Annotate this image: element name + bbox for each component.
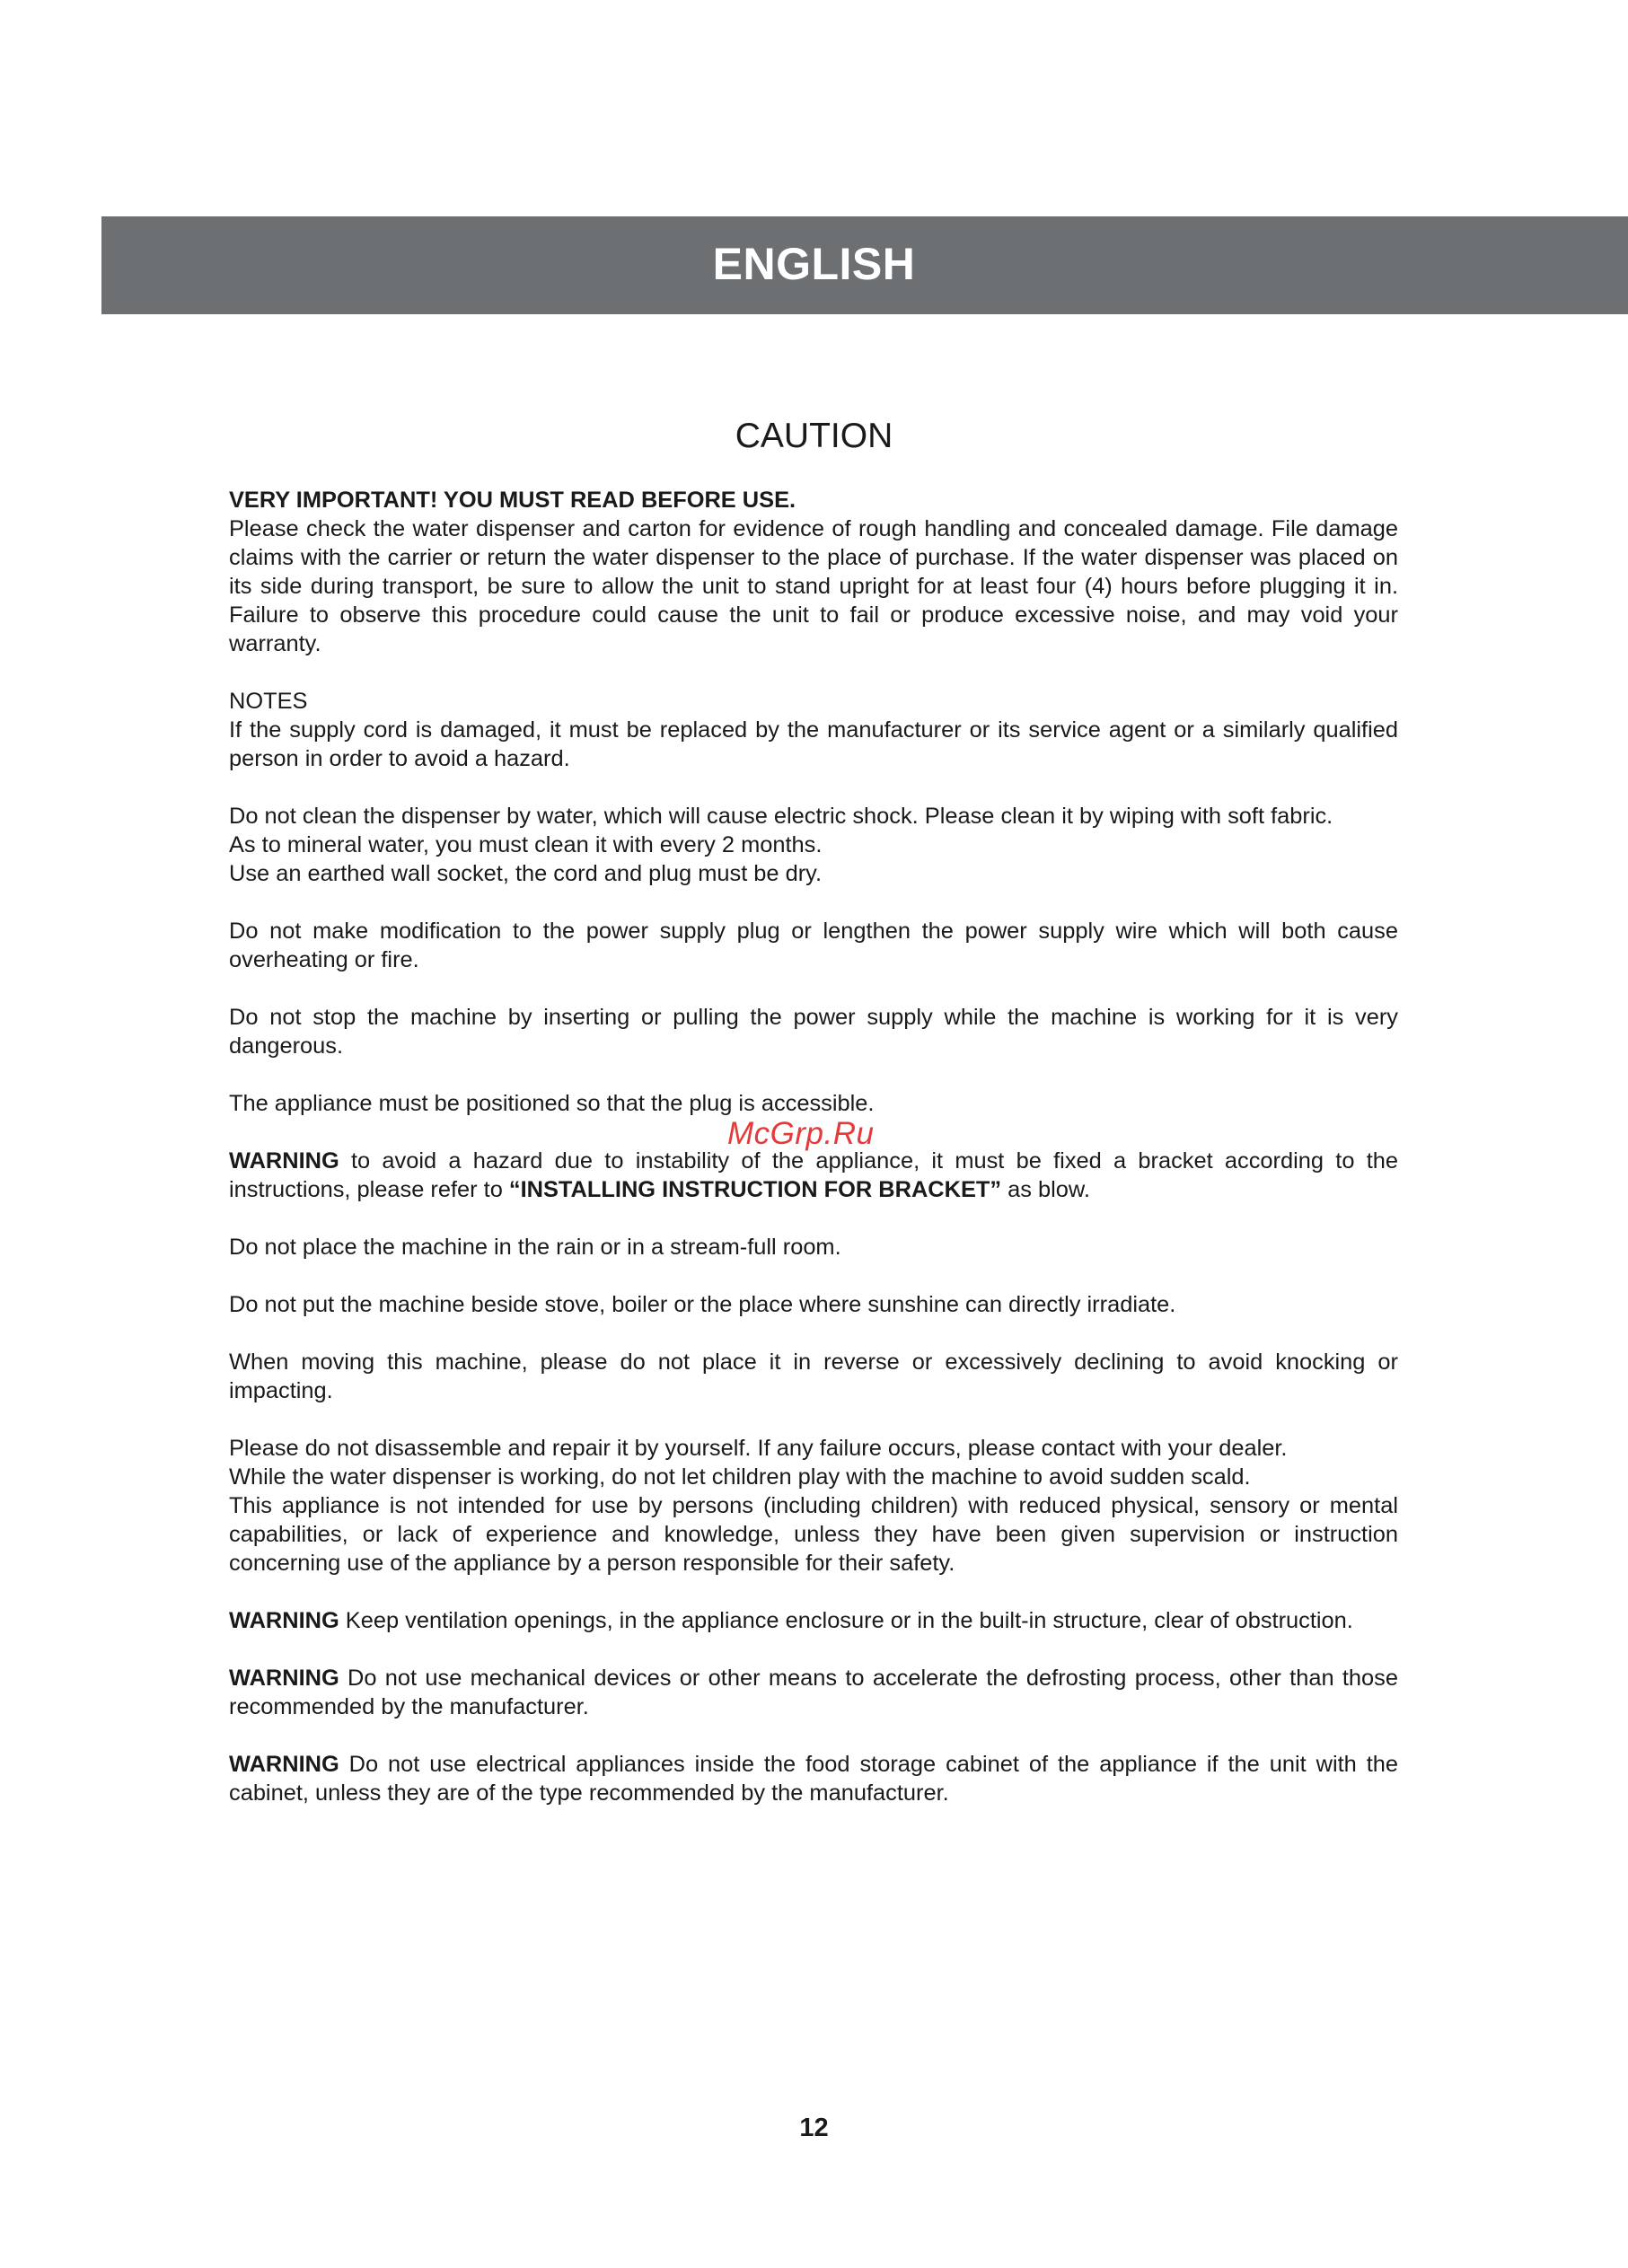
- cleaning-paragraph: [229, 802, 1398, 888]
- rain-note: Do not place the machine in the rain or in a stream-full room.: [229, 1235, 841, 1260]
- warning-electrical-text: Do not use electrical appliances inside the food storage cabinet of the appliance if the unit with the cabinet, unless they are of the type recommended by the manufacturer.: [229, 1752, 1398, 1806]
- intro-body: Please check the water dispenser and carton for evidence of rough handling and concealed damage. File damage claims with the carrier or return the water dispenser to the place of purchase. If the water dispenser was placed on its side during transport, be sure to allow the unit to stand upright for at least four (4) hours before plugging it in. Failure to observe this procedure could cause the unit to fail or produce excessive noise, and may void your warranty.: [229, 516, 1398, 656]
- warning-label: WARNING: [229, 1666, 339, 1691]
- notes-heading: NOTES: [229, 689, 308, 714]
- stop-machine-note: Do not stop the machine by inserting or pulling the power supply while the machine is working for it is very dangerous.: [229, 1005, 1398, 1059]
- warning-defrost-text: Do not use mechanical devices or other means to accelerate the defrosting process, other than those recommended by the manufacturer.: [229, 1666, 1398, 1719]
- warning-bracket-text-end: as blow.: [1001, 1177, 1090, 1202]
- watermark: McGrp.Ru: [727, 1116, 875, 1151]
- warning-electrical-paragraph: [229, 1750, 1398, 1807]
- moving-note: When moving this machine, please do not place it in reverse or excessively declining to avoid knocking or impacting.: [229, 1349, 1398, 1403]
- intro-paragraph: [229, 486, 1398, 658]
- supply-cord-note: If the supply cord is damaged, it must be replaced by the manufacturer or its service agent or a similarly qualified person in order to avoid a hazard.: [229, 717, 1398, 771]
- wall-socket-note: Use an earthed wall socket, the cord and plug must be dry.: [229, 861, 823, 886]
- bracket-instruction-reference: “INSTALLING INSTRUCTION FOR BRACKET”: [508, 1177, 1002, 1202]
- warning-ventilation-text: Keep ventilation openings, in the appliance enclosure or in the built-in structure, clear of obstruction.: [339, 1608, 1353, 1633]
- stove-note: Do not put the machine beside stove, boiler or the place where sunshine can directly irradiate.: [229, 1292, 1176, 1317]
- children-play-note: While the water dispenser is working, do not let children play with the machine to avoid sudden scald.: [229, 1464, 1251, 1490]
- persons-note: This appliance is not intended for use by persons (including children) with reduced physical, sensory or mental capabilities, or lack of experience and knowledge, unless they have been given supervision or instruction concerning use of the appliance by a person responsible for their safety.: [229, 1493, 1398, 1576]
- disassemble-paragraph: [229, 1434, 1398, 1578]
- disassemble-note: Please do not disassemble and repair it by yourself. If any failure occurs, please contact with your dealer.: [229, 1436, 1288, 1461]
- warning-defrost-paragraph: [229, 1664, 1398, 1721]
- page-number: 12: [799, 2114, 829, 2142]
- cleaning-note: Do not clean the dispenser by water, which will cause electric shock. Please clean it by wiping with soft fabric.: [229, 804, 1333, 829]
- notes-paragraph: [229, 687, 1398, 773]
- warning-bracket-paragraph: [229, 1147, 1398, 1204]
- positioned-note: The appliance must be positioned so that the plug is accessible.: [229, 1091, 875, 1116]
- warning-label: WARNING: [229, 1608, 339, 1633]
- page-title: CAUTION: [735, 417, 893, 455]
- mineral-water-note: As to mineral water, you must clean it with every 2 months.: [229, 832, 823, 857]
- warning-label: WARNING: [229, 1752, 339, 1777]
- intro-heading: VERY IMPORTANT! YOU MUST READ BEFORE USE.: [229, 488, 796, 513]
- warning-label: WARNING: [229, 1148, 339, 1174]
- warning-ventilation-paragraph: [229, 1606, 1398, 1635]
- modification-note: Do not make modification to the power supply plug or lengthen the power supply wire which will both cause overheating or fire.: [229, 919, 1398, 972]
- language-heading: ENGLISH: [712, 239, 916, 289]
- warning-bracket-text: to avoid a hazard due to instability of the appliance, it must be fixed a bracket according to the instructions, please refer to: [229, 1148, 1398, 1202]
